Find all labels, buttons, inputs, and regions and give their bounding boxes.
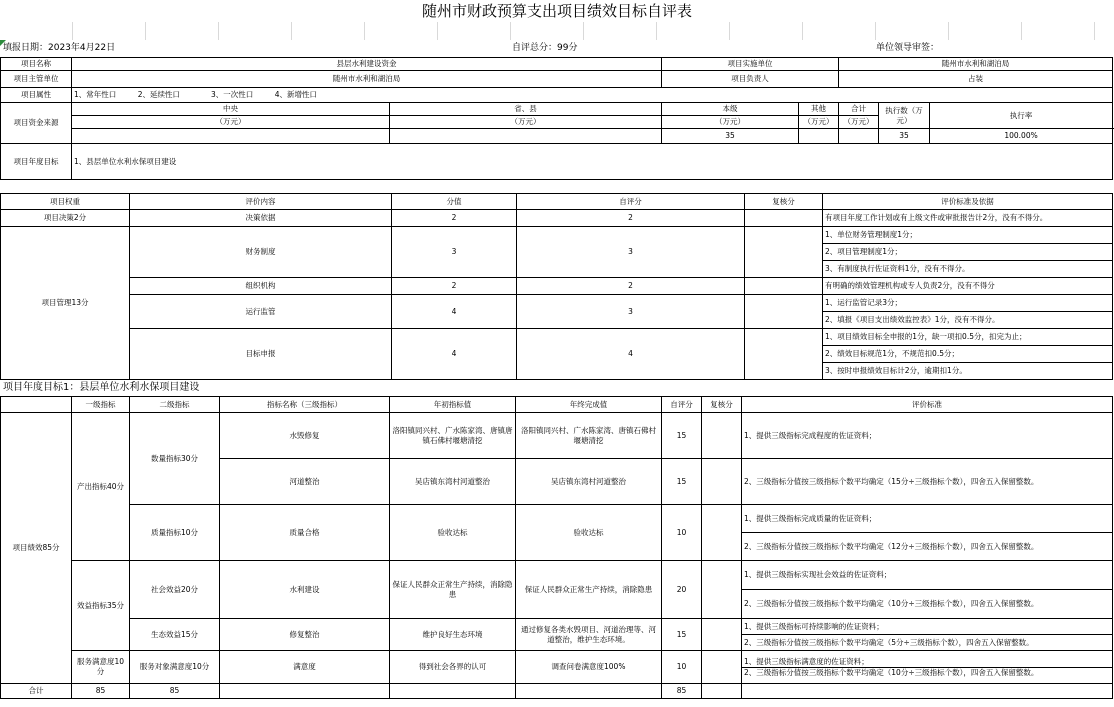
header-line (0, 40, 1114, 57)
perf-name: 质量合格 (220, 505, 390, 561)
goal-label: 项目年度目标 (1, 144, 72, 180)
perf-target: 验收达标 (390, 505, 516, 561)
perf-header: 一级指标 (72, 397, 130, 413)
perf-header: 复核分 (702, 397, 742, 413)
total-blank (220, 684, 390, 699)
attr-option: 4、新增性口 (274, 90, 318, 99)
page-title: 随州市财政预算支出项目绩效目标自评表 (421, 2, 692, 20)
mgmt-score: 2 (392, 278, 517, 295)
mgmt-content: 目标申报 (130, 329, 392, 380)
mgmt-criteria: 2、项目管理制度1分； (823, 244, 1113, 261)
perf-header: 二级指标 (130, 397, 220, 413)
fill-date: 填报日期：2023年4月22日 (3, 43, 116, 53)
impl-unit-label: 项目实施单位 (662, 58, 839, 71)
mgmt-content: 组织机构 (130, 278, 392, 295)
perf-actual: 调查问卷满意度100% (516, 651, 662, 684)
perf-target: 吴店镇东湾村河道整治 (390, 459, 516, 505)
perf-header: 指标名称（三级指标） (220, 397, 390, 413)
fund-central: 中央 (72, 103, 390, 116)
mgmt-review (745, 227, 823, 278)
perf-name: 修复整治 (220, 619, 390, 651)
total-blank (390, 684, 516, 699)
mgmt-score: 4 (392, 329, 517, 380)
perf-self: 10 (662, 651, 702, 684)
perf-review (702, 413, 742, 459)
total-score: 自评总分：99分 (512, 43, 578, 53)
mgmt-header: 分值 (392, 194, 517, 210)
perf-level1: 效益指标35分 (72, 561, 130, 651)
fund-total-value (839, 129, 879, 144)
perf-label: 项目绩效85分 (1, 413, 72, 684)
project-name: 县层水利建设资金 (72, 58, 662, 71)
mgmt-header: 复核分 (745, 194, 823, 210)
attr-options (72, 88, 1113, 103)
mgmt-content: 财务制度 (130, 227, 392, 278)
total-blank (516, 684, 662, 699)
supervisor-label: 项目主管单位 (1, 71, 72, 88)
perf-table (0, 396, 1113, 699)
mgmt-header: 评价内容 (130, 194, 392, 210)
mgmt-weight: 项目决策2分 (1, 210, 130, 227)
leader-review: 单位领导审签： (876, 43, 940, 53)
mgmt-review (745, 278, 823, 295)
fund-label: 项目资金来源 (1, 103, 72, 144)
mgmt-table (0, 193, 1113, 380)
blank-grid-row (0, 22, 1114, 40)
mgmt-self: 2 (517, 210, 745, 227)
perf-corner (1, 397, 72, 413)
perf-actual: 通过修复各类水毁项目、河道治理等、河道整治，维护生态环境。 (516, 619, 662, 651)
fund-other: 其他 (799, 103, 839, 116)
mgmt-criteria: 1、项目绩效目标全申报的1分，缺一项扣0.5分，扣完为止； (823, 329, 1113, 346)
perf-review (702, 459, 742, 505)
mgmt-header: 评价标准及依据 (823, 194, 1113, 210)
perf-actual: 保证人民群众正常生产持续，消除隐患 (516, 561, 662, 619)
perf-criteria: 2、三级指标分值按三级指标个数平均确定（10分÷三级指标个数），四舍五入保留整数。 (742, 590, 1113, 619)
perf-level2: 数量指标30分 (130, 413, 220, 505)
fund-total: 合计 (839, 103, 879, 116)
info-table (0, 57, 1113, 180)
mgmt-header: 项目权重 (1, 194, 130, 210)
fund-other-value (799, 129, 839, 144)
total-blank (702, 684, 742, 699)
perf-actual: 洛阳镇同兴村、广水陈家湾、唐镇石佛村堰塘清挖 (516, 413, 662, 459)
mgmt-criteria: 3、有制度执行佐证资料1分，没有不得分。 (823, 261, 1113, 278)
fund-province: 省、县 (390, 103, 662, 116)
perf-criteria: 1、提供三级指标满意度的佐证资料； (744, 656, 869, 666)
perf-name: 水毁修复 (220, 413, 390, 459)
fund-central-value (72, 129, 390, 144)
perf-header: 年初指标值 (390, 397, 516, 413)
perf-self: 15 (662, 459, 702, 505)
owner: 占装 (839, 71, 1113, 88)
perf-review (702, 619, 742, 651)
perf-review (702, 561, 742, 619)
mgmt-content: 运行监管 (130, 295, 392, 329)
supervisor: 随州市水利和湖泊局 (72, 71, 662, 88)
fund-exec-amount-value: 35 (879, 129, 930, 144)
mgmt-self: 4 (517, 329, 745, 380)
mgmt-score: 4 (392, 295, 517, 329)
mgmt-criteria: 有明确的绩效管理机构或专人负责2分，没有不得分 (823, 278, 1113, 295)
impl-unit: 随州市水利和湖泊局 (839, 58, 1113, 71)
fund-unit: （万元） (72, 116, 390, 129)
attr-option: 1、常年性口 (74, 90, 117, 99)
mgmt-review (745, 210, 823, 227)
perf-target: 洛阳镇同兴村、广水陈家湾、唐镇唐镇石佛村堰塘清挖 (390, 413, 516, 459)
fund-unit: （万元） (839, 116, 879, 129)
perf-actual: 验收达标 (516, 505, 662, 561)
perf-header: 自评分 (662, 397, 702, 413)
fund-unit: （万元） (662, 116, 799, 129)
perf-self: 15 (662, 619, 702, 651)
perf-actual: 吴店镇东湾村河道整治 (516, 459, 662, 505)
owner-label: 项目负责人 (662, 71, 839, 88)
mgmt-criteria: 1、运行监管记录3分； (823, 295, 1113, 312)
perf-review (702, 651, 742, 684)
perf-self: 10 (662, 505, 702, 561)
perf-header: 年终完成值 (516, 397, 662, 413)
fund-local-value: 35 (662, 129, 799, 144)
project-name-label: 项目名称 (1, 58, 72, 71)
perf-self: 20 (662, 561, 702, 619)
perf-level1: 产出指标40分 (72, 413, 130, 561)
attr-option: 3、一次性口 (211, 90, 254, 99)
perf-criteria: 1、提供三级指标可持续影响的佐证资料； (742, 619, 1113, 635)
perf-target: 维护良好生态环境 (390, 619, 516, 651)
mgmt-self: 3 (517, 295, 745, 329)
perf-criteria: 2、三级指标分值按三级指标个数平均确定（5分÷三级指标个数），四舍五入保留整数。 (742, 635, 1113, 651)
perf-criteria: 1、提供三级指标实现社会效益的佐证资料； (742, 561, 1113, 590)
perf-self: 15 (662, 413, 702, 459)
mgmt-criteria: 3、按时申报绩效目标计2分，逾期扣1分。 (823, 363, 1113, 380)
perf-criteria-pair (742, 651, 1113, 684)
mgmt-review (745, 329, 823, 380)
fund-exec-rate-value: 100.00% (930, 129, 1113, 144)
goal-text: 1、县层单位水利水保项目建设 (72, 144, 1113, 180)
fund-unit: （万元） (390, 116, 662, 129)
perf-criteria: 2、三级指标分值按三级指标个数平均确定（15分÷三级指标个数），四舍五入保留整数。 (742, 459, 1113, 505)
mgmt-criteria: 2、填报《项目支出绩效监控表》1分，没有不得分。 (823, 312, 1113, 329)
mgmt-criteria: 1、单位财务管理制度1分； (823, 227, 1113, 244)
perf-criteria: 1、提供三级指标完成程度的佐证资料； (742, 413, 1113, 459)
perf-name: 水利建设 (220, 561, 390, 619)
perf-review (702, 505, 742, 561)
perf-name: 河道整治 (220, 459, 390, 505)
mgmt-self: 3 (517, 227, 745, 278)
fund-exec-rate: 执行率 (930, 103, 1113, 129)
total-self: 85 (662, 684, 702, 699)
mgmt-criteria: 有项目年度工作计划或有上级文件或审批报告计2分，没有不得分。 (823, 210, 1113, 227)
perf-section-title: 项目年度目标1：县层单位水利水保项目建设 (3, 382, 200, 393)
perf-criteria: 2、三级指标分值按三级指标个数平均确定（10分÷三级指标个数），四舍五入保留整数。 (742, 667, 1112, 678)
total-level1: 85 (72, 684, 130, 699)
perf-level2: 服务对象满意度10分 (130, 651, 220, 684)
mgmt-weight: 项目管理13分 (1, 227, 130, 380)
fund-unit: （万元） (799, 116, 839, 129)
perf-criteria: 2、三级指标分值按三级指标个数平均确定（12分÷三级指标个数），四舍五入保留整数。 (742, 533, 1113, 561)
mgmt-content: 决策依据 (130, 210, 392, 227)
attr-option: 2、延续性口 (137, 90, 181, 99)
perf-level2: 生态效益15分 (130, 619, 220, 651)
perf-header: 评价标准 (742, 397, 1113, 413)
fund-local: 本级 (662, 103, 799, 116)
mgmt-score: 3 (392, 227, 517, 278)
perf-criteria: 1、提供三级指标完成质量的佐证资料； (742, 505, 1113, 533)
mgmt-criteria: 2、绩效目标规范1分，不规范扣0.5分； (823, 346, 1113, 363)
perf-target: 得到社会各界的认可 (390, 651, 516, 684)
perf-name: 满意度 (220, 651, 390, 684)
total-label: 合计 (1, 684, 72, 699)
mgmt-review (745, 295, 823, 329)
perf-level1: 服务满意度10分 (72, 651, 130, 684)
mgmt-score: 2 (392, 210, 517, 227)
fund-province-value (390, 129, 662, 144)
attr-label: 项目属性 (1, 88, 72, 103)
mgmt-header: 自评分 (517, 194, 745, 210)
total-blank (742, 684, 1113, 699)
perf-level2: 社会效益20分 (130, 561, 220, 619)
perf-level2: 质量指标10分 (130, 505, 220, 561)
total-level2: 85 (130, 684, 220, 699)
mgmt-self: 2 (517, 278, 745, 295)
fund-exec-amount: 执行数（万元） (879, 103, 930, 129)
perf-target: 保证人民群众正常生产持续，消除隐患 (390, 561, 516, 619)
